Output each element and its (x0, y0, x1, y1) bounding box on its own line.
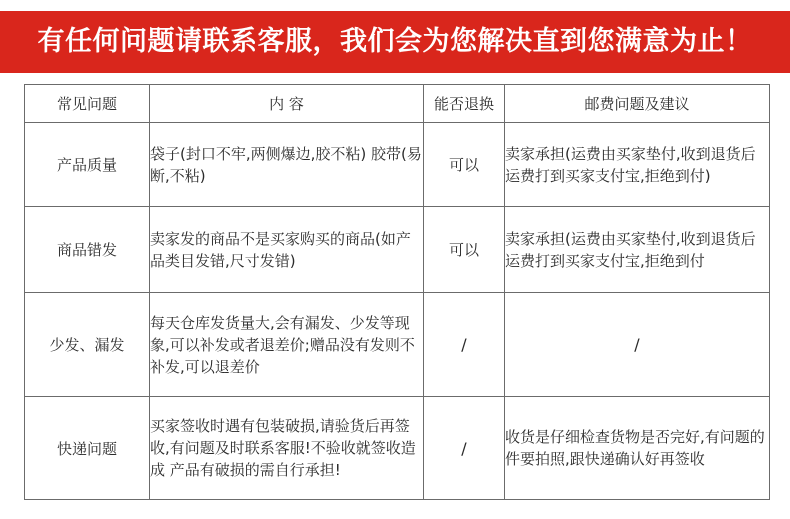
header-content: 内 容 (150, 85, 424, 123)
row-content: 卖家发的商品不是买家购买的商品(如产品类目发错,尺寸发错) (150, 207, 424, 293)
header-returnable: 能否退换 (424, 85, 505, 123)
row-question: 产品质量 (25, 123, 150, 207)
row-returnable: / (424, 397, 505, 500)
table-header-row (25, 85, 770, 123)
faq-table (24, 84, 770, 500)
row-returnable: 可以 (424, 207, 505, 293)
row-shipping: 卖家承担(运费由买家垫付,收到退货后运费打到买家支付宝,拒绝到付 (505, 207, 770, 293)
table-row (25, 207, 770, 293)
row-returnable: / (424, 293, 505, 397)
row-question: 少发、漏发 (25, 293, 150, 397)
row-content: 袋子(封口不牢,两侧爆边,胶不粘) 胶带(易断,不粘) (150, 123, 424, 207)
row-question: 商品错发 (25, 207, 150, 293)
row-returnable: 可以 (424, 123, 505, 207)
row-shipping: / (505, 293, 770, 397)
row-content: 每天仓库发货量大,会有漏发、少发等现象,可以补发或者退差价;赠品没有发则不补发,可以退差价 (150, 293, 424, 397)
row-question: 快递问题 (25, 397, 150, 500)
row-shipping: 卖家承担(运费由买家垫付,收到退货后运费打到买家支付宝,拒绝到付) (505, 123, 770, 207)
row-content: 买家签收时遇有包装破损,请验货后再签收,有问题及时联系客服!不验收就签收造成 产品有破损的需自行承担! (150, 397, 424, 500)
table-row (25, 123, 770, 207)
table-row (25, 397, 770, 500)
header-question: 常见问题 (25, 85, 150, 123)
page-banner: 有任何问题请联系客服，我们会为您解决直到您满意为止！ (0, 11, 790, 73)
header-shipping: 邮费问题及建议 (505, 85, 770, 123)
table-row (25, 293, 770, 397)
row-shipping: 收货是仔细检查货物是否完好,有问题的件要拍照,跟快递确认好再签收 (505, 397, 770, 500)
